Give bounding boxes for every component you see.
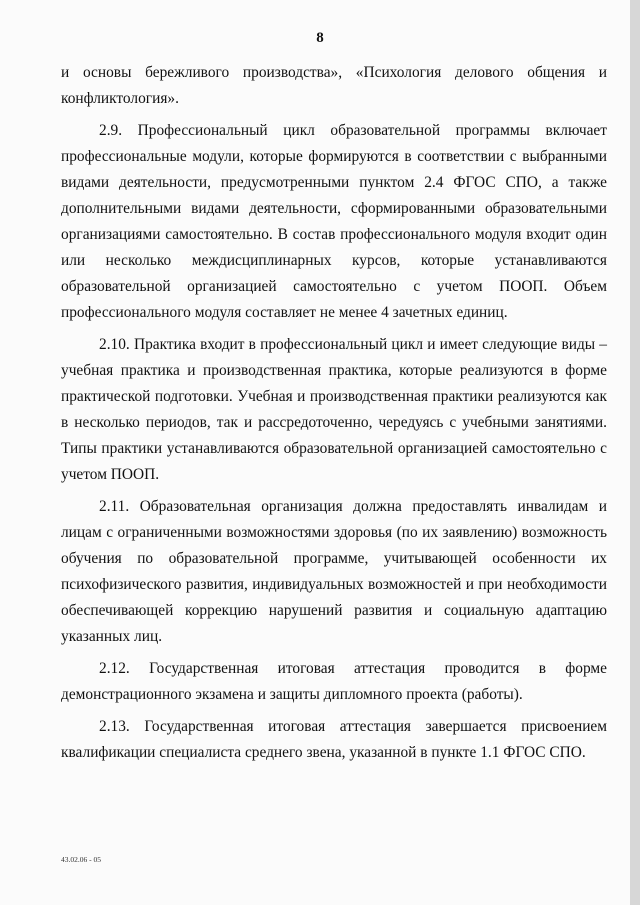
paragraph-2-13: 2.13. Государственная итоговая аттестация завершается присвоением квалификации специалиста среднего звена, указанной в пункте 1.1 ФГОС СПО. bbox=[61, 718, 607, 761]
paragraph-2-12: 2.12. Государственная итоговая аттестация проводится в форме демонстрационного экзамена и защиты дипломного проекта (работы). bbox=[61, 660, 607, 703]
paragraph-2-10: 2.10. Практика входит в профессиональный цикл и имеет следующие виды – учебная практика и производственная практика, которые реализуются в форме практической подготовки. Учебная и производственная практики реализуются как в несколько периодов, так и рассредоточенно, чередуясь с учебными занятиями. Типы практики устанавливаются образовательной организацией самостоятельно с учетом ПООП. bbox=[61, 336, 607, 483]
paragraph-2-9: 2.9. Профессиональный цикл образовательной программы включает профессиональные модули, которые формируются в соответствии с выбранными видами деятельности, предусмотренными пунктом 2.4 ФГОС СПО, а также дополнительными видами деятельности, сформированными образовательными организациями самостоятельно. В состав профессионального модуля входит один или несколько междисциплинарных курсов, которые устанавливаются образовательной организацией самостоятельно с учетом ПООП. Объем профессионального модуля составляет не менее 4 зачетных единиц. bbox=[61, 122, 607, 321]
footer-code: 43.02.06 - 05 bbox=[61, 855, 101, 864]
body-text bbox=[61, 60, 607, 766]
paragraph-2-11: 2.11. Образовательная организация должна предоставлять инвалидам и лицам с ограниченными возможностями здоровья (по их заявлению) возможность обучения по образовательной программе, учитывающей особенности их психофизического развития, индивидуальных возможностей и при необходимости обеспечивающей коррекцию нарушений развития и социальную адаптацию указанных лиц. bbox=[61, 498, 607, 645]
page-edge-shadow bbox=[630, 0, 640, 905]
paragraph-continuation: и основы бережливого производства», «Психология делового общения и конфликтология». bbox=[61, 64, 607, 107]
page-number: 8 bbox=[316, 30, 324, 46]
